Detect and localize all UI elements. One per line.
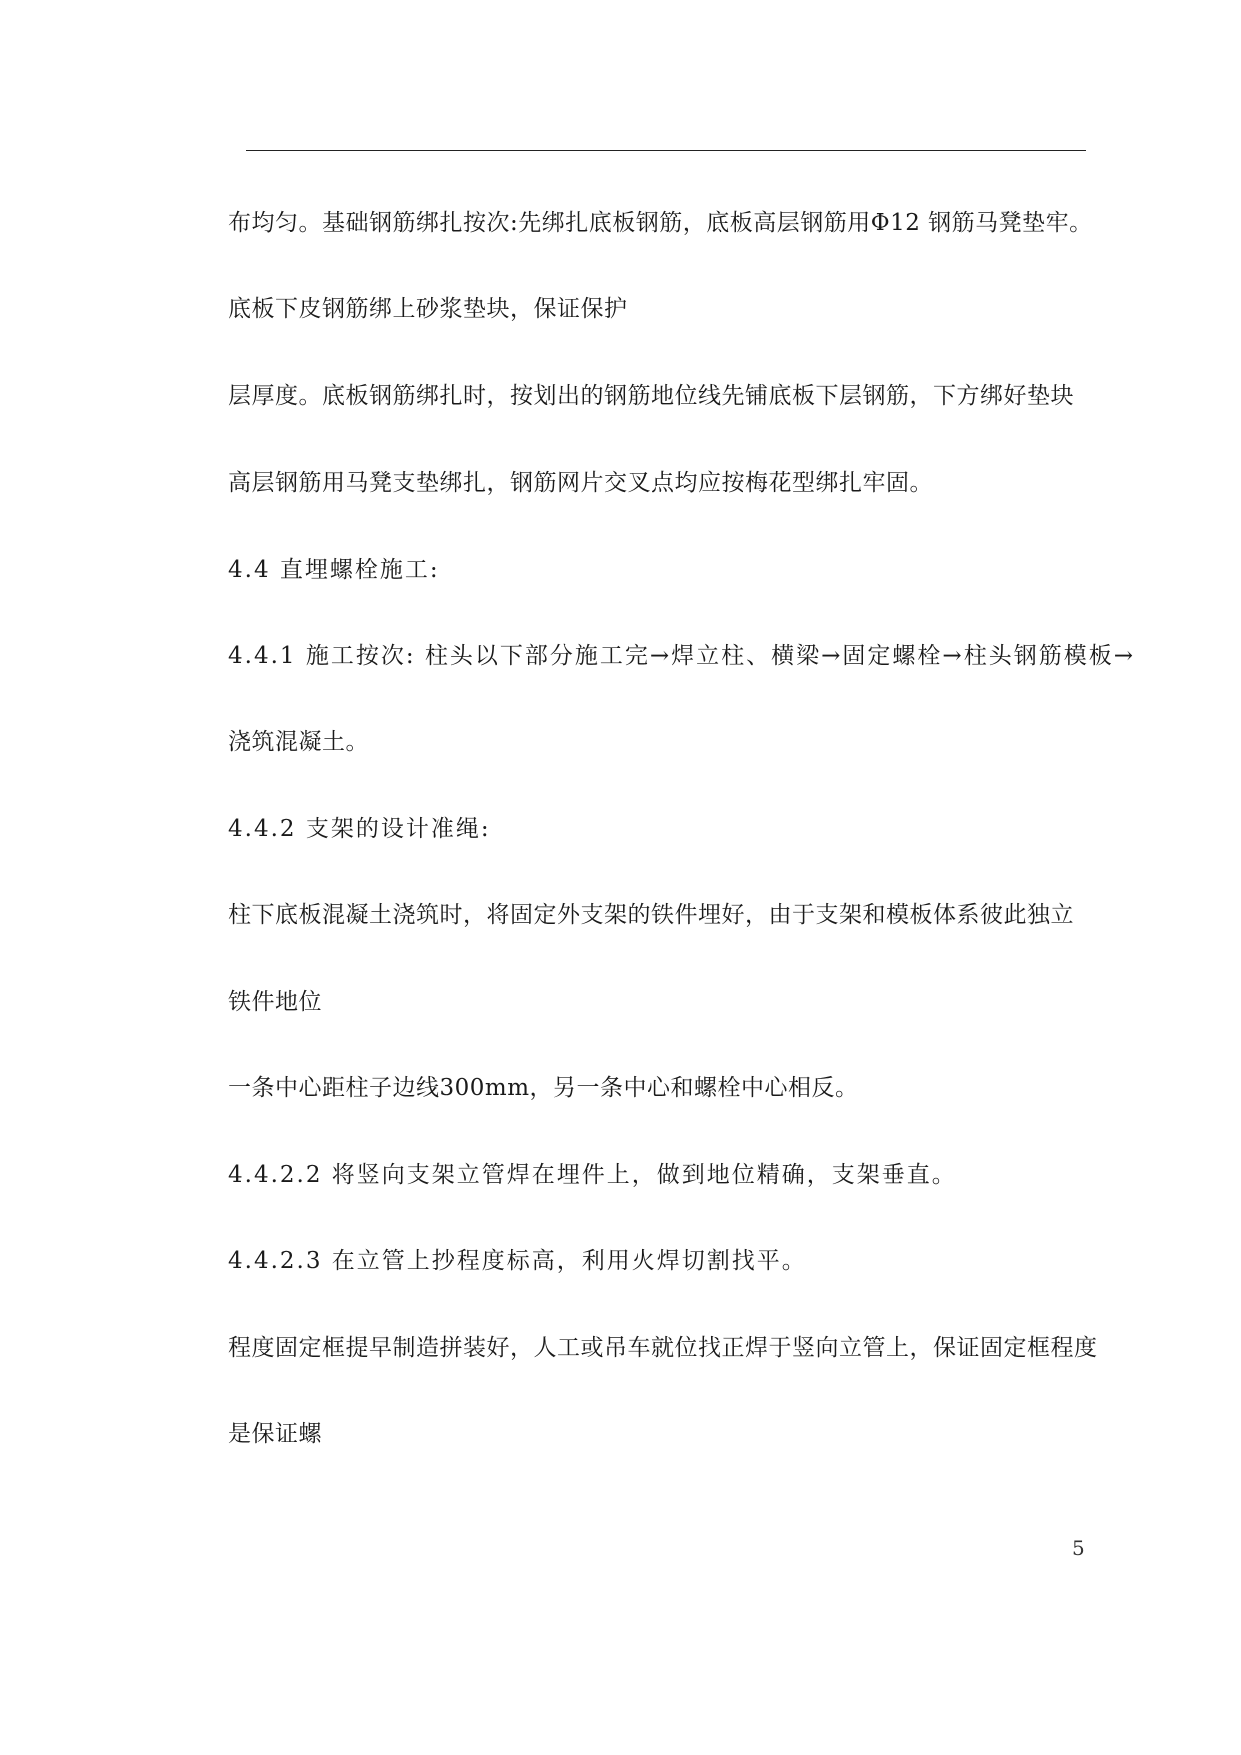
header-rule (246, 150, 1086, 151)
text-line-7: 浇筑混凝土。 (228, 729, 369, 755)
text-line-1: 布均匀。基础钢筋绑扎按次:先绑扎底板钢筋，底板高层钢筋用Φ12 钢筋马凳垫牢。 (228, 210, 1093, 236)
section-4-4-2: 4.4.2 支架的设计准绳: (228, 816, 491, 842)
text-line-4: 高层钢筋用马凳支垫绑扎，钢筋网片交叉点均应按梅花型绑扎牢固。 (228, 470, 933, 496)
text-line-15: 是保证螺 (228, 1421, 322, 1447)
section-4-4-2-3: 4.4.2.3 在立管上抄程度标高，利用火焊切割找平。 (228, 1248, 807, 1274)
text-line-9: 柱下底板混凝土浇筑时，将固定外支架的铁件埋好，由于支架和模板体系彼此独立 (228, 902, 1074, 928)
text-line-14: 程度固定框提早制造拼装好，人工或吊车就位找正焊于竖向立管上，保证固定框程度 (228, 1335, 1098, 1361)
text-line-11: 一条中心距柱子边线300mm，另一条中心和螺栓中心相反。 (228, 1075, 859, 1101)
text-line-10: 铁件地位 (228, 989, 322, 1015)
section-4-4-1: 4.4.1 施工按次: 柱头以下部分施工完→焊立柱、横梁→固定螺栓→柱头钢筋模板→ (228, 643, 1135, 669)
text-line-2: 底板下皮钢筋绑上砂浆垫块，保证保护 (228, 296, 628, 322)
section-4-4-2-2: 4.4.2.2 将竖向支架立管焊在埋件上，做到地位精确，支架垂直。 (228, 1162, 957, 1188)
page-number: 5 (1072, 1536, 1085, 1560)
section-heading-4-4: 4.4 直埋螺栓施工: (228, 557, 440, 583)
text-line-3: 层厚度。底板钢筋绑扎时，按划出的钢筋地位线先铺底板下层钢筋，下方绑好垫块 (228, 383, 1074, 409)
